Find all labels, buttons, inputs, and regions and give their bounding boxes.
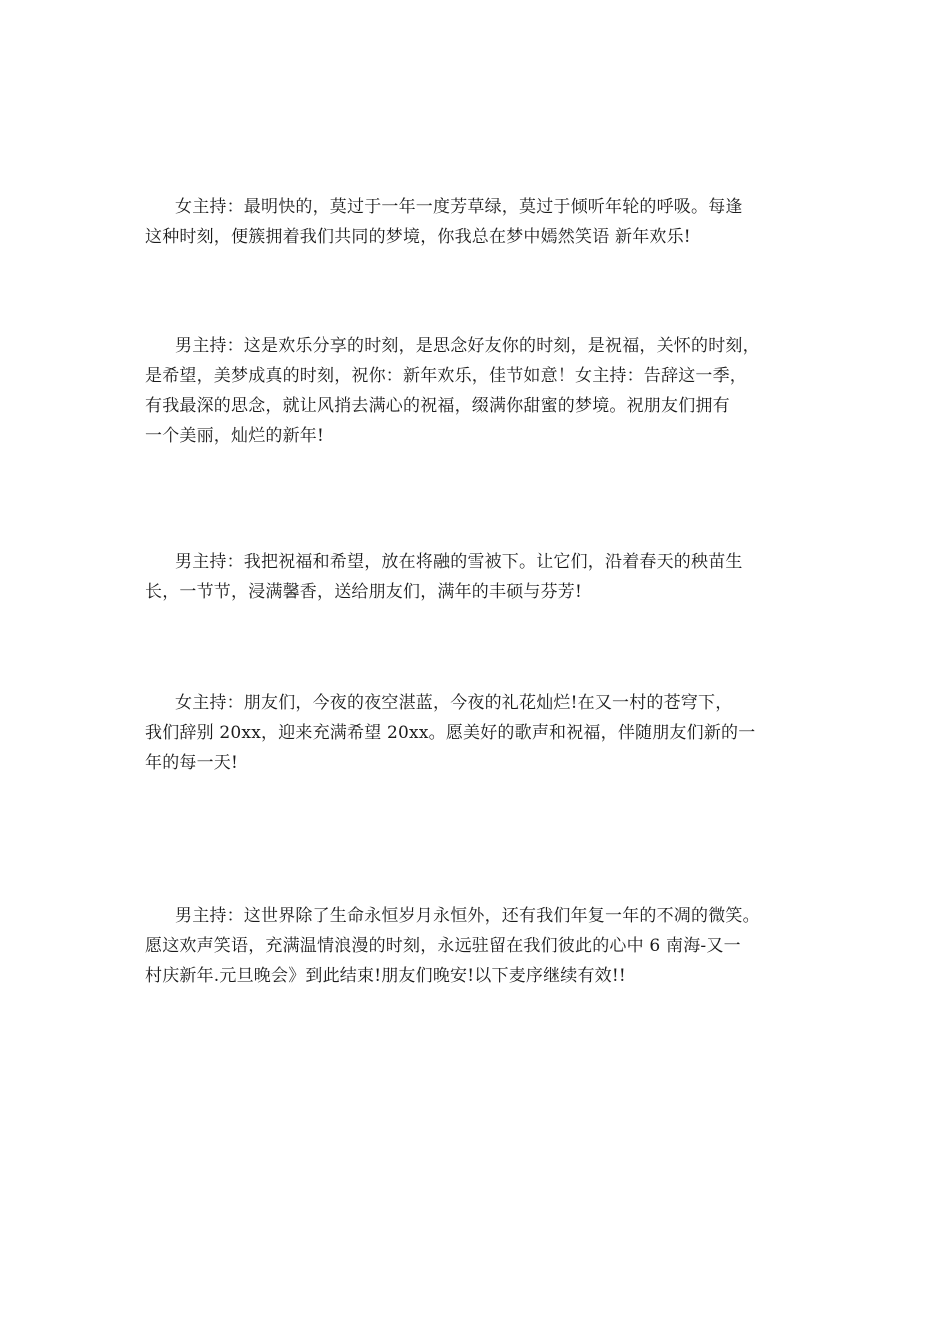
text-line: 有我最深的思念，就让风捎去满心的祝福，缀满你甜蜜的梦境。祝朋友们拥有 (145, 396, 730, 416)
text-line: 一个美丽，灿烂的新年! (145, 426, 325, 446)
text-line: 长，一节节，浸满馨香，送给朋友们，满年的丰硕与芬芳! (145, 582, 583, 602)
text-line: 我们辞别 20xx，迎来充满希望 20xx。愿美好的歌声和祝福，伴随朋友们新的一 (145, 723, 756, 743)
text-line: 男主持：我把祝福和希望，放在将融的雪被下。让它们，沿着春天的秧苗生 (175, 552, 743, 572)
text-line: 年的每一天! (145, 753, 239, 773)
paragraph-male-host-closing (145, 901, 760, 991)
paragraph-female-host-night (145, 688, 755, 778)
text-line: 女主持：最明快的，莫过于一年一度芳草绿，莫过于倾听年轮的呼吸。每逢 (175, 197, 743, 217)
paragraph-male-host-greeting (145, 331, 760, 451)
text-line: 这种时刻，便簇拥着我们共同的梦境，你我总在梦中嫣然笑语 新年欢乐! (145, 227, 691, 247)
text-line: 村庆新年.元旦晚会》到此结束!朋友们晚安!以下麦序继续有效!! (145, 966, 626, 986)
text-line: 男主持：这是欢乐分享的时刻，是思念好友你的时刻，是祝福，关怀的时刻， (175, 336, 760, 356)
paragraph-male-host-wishes (145, 547, 743, 607)
text-line: 男主持：这世界除了生命永恒岁月永恒外，还有我们年复一年的不凋的微笑。 (175, 906, 760, 926)
text-line: 是希望，美梦成真的时刻，祝你：新年欢乐，佳节如意！女主持：告辞这一季， (145, 366, 747, 386)
text-line: 愿这欢声笑语，充满温情浪漫的时刻，永远驻留在我们彼此的心中 6 南海-又一 (145, 936, 741, 956)
paragraph-female-host-opening (145, 192, 743, 252)
text-line: 女主持：朋友们，今夜的夜空湛蓝，今夜的礼花灿烂!在又一村的苍穹下， (175, 693, 733, 713)
